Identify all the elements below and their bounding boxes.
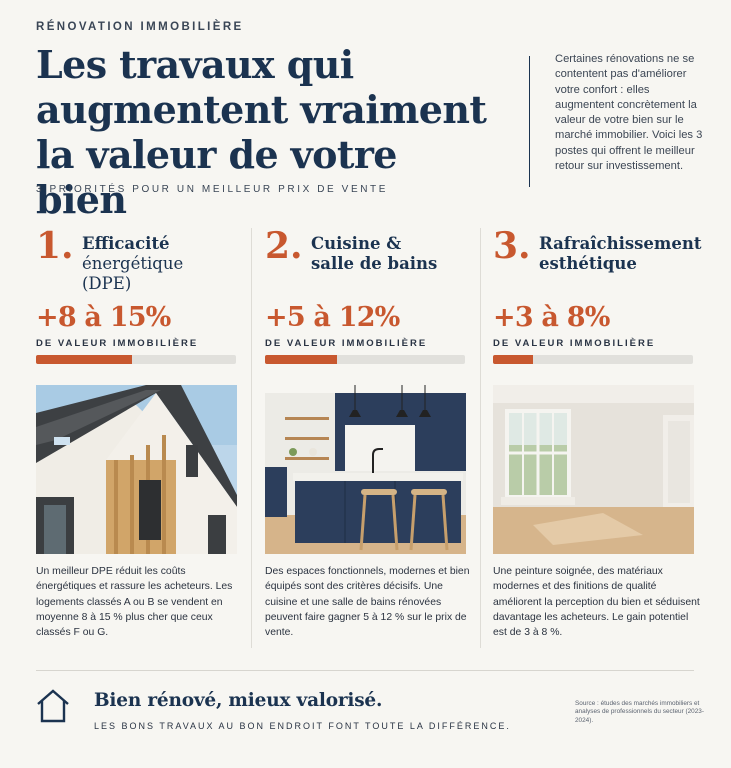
gain-bar-fill [36, 355, 132, 364]
priority-number: 3. [493, 225, 531, 267]
column-divider [480, 228, 481, 648]
priority-gain-unit: DE VALEUR IMMOBILIÈRE [36, 338, 199, 349]
priority-description: Une peinture soignée, des matériaux modernes et des finitions de qualité améliorent la perception du bien et séduisent davantage les acheteurs. Le gain potentiel est de 3 à 8 %. [493, 566, 700, 639]
empty-room-image [493, 385, 694, 554]
title-line-3: la valeur de votre bien [36, 132, 397, 222]
column-divider [251, 228, 252, 648]
footer-tagline-sub: LES BONS TRAVAUX AU BON ENDROIT FONT TOUTE LA DIFFÉRENCE. [94, 721, 511, 731]
priority-title-line: Rafraîchissement [539, 234, 702, 253]
source-note: Source : études des marchés immobiliers et analyses de professionnels du secteur (2023-2024). [575, 700, 704, 724]
gain-bar [265, 355, 465, 364]
priority-gain: +8 à 15% [36, 302, 171, 333]
footer-tagline: Bien rénové, mieux valorisé. [94, 690, 383, 711]
priority-title-line: Efficacité [82, 234, 170, 253]
gain-bar [493, 355, 693, 364]
priority-card-kitchen [265, 225, 470, 641]
page-title [36, 42, 496, 222]
priority-description: Des espaces fonctionnels, modernes et bien équipés sont des critères décisifs. Une cuisine et une salle de bains rénovées peuvent faire gagner 5 à 12 % sur le prix de vente. [265, 566, 470, 639]
kitchen-image [265, 385, 466, 554]
priority-number: 2. [265, 225, 303, 267]
priority-card-aesthetic [493, 225, 702, 641]
priority-title-line: Cuisine & [311, 234, 402, 253]
priority-title [311, 234, 471, 274]
priority-title [82, 234, 242, 294]
priority-title [539, 234, 702, 274]
priority-gain: +5 à 12% [265, 302, 400, 333]
title-line-1: Les travaux qui [36, 42, 354, 87]
house-renovation-image [36, 385, 237, 554]
priority-gain-unit: DE VALEUR IMMOBILIÈRE [265, 338, 428, 349]
priority-gain-unit: DE VALEUR IMMOBILIÈRE [493, 338, 656, 349]
eyebrow: RÉNOVATION IMMOBILIÈRE [36, 21, 244, 33]
priority-gain: +3 à 8% [493, 302, 610, 333]
priority-title-line: esthétique [539, 254, 637, 273]
title-line-2: augmentent vraiment [36, 87, 487, 132]
priority-title-line: (DPE) [82, 274, 132, 293]
gain-bar-fill [493, 355, 533, 364]
priority-card-energy [36, 226, 238, 641]
priority-description: Un meilleur DPE réduit les coûts énergétiques et rassure les acheteurs. Les logements classés A ou B se vendent en moyenne 8 à 15 % plus cher que ceux classés F ou G. [36, 566, 233, 639]
intro-text: Certaines rénovations ne se contentent pas d'améliorer votre confort : elles augmentent concrètement la valeur de votre bien sur le marché immobilier. Voici les 3 postes qui offrent le meilleur retour sur investissement. [555, 53, 703, 173]
footer-divider [36, 670, 694, 671]
gain-bar-fill [265, 355, 337, 364]
intro-divider [529, 56, 530, 187]
house-icon [36, 688, 70, 729]
priority-title-line: énergétique [82, 254, 184, 273]
priority-number: 1. [36, 225, 74, 267]
priority-title-line: salle de bains [311, 254, 438, 273]
gain-bar [36, 355, 236, 364]
page-subtitle: 3 PRIORITÉS POUR UN MEILLEUR PRIX DE VENTE [36, 184, 389, 195]
